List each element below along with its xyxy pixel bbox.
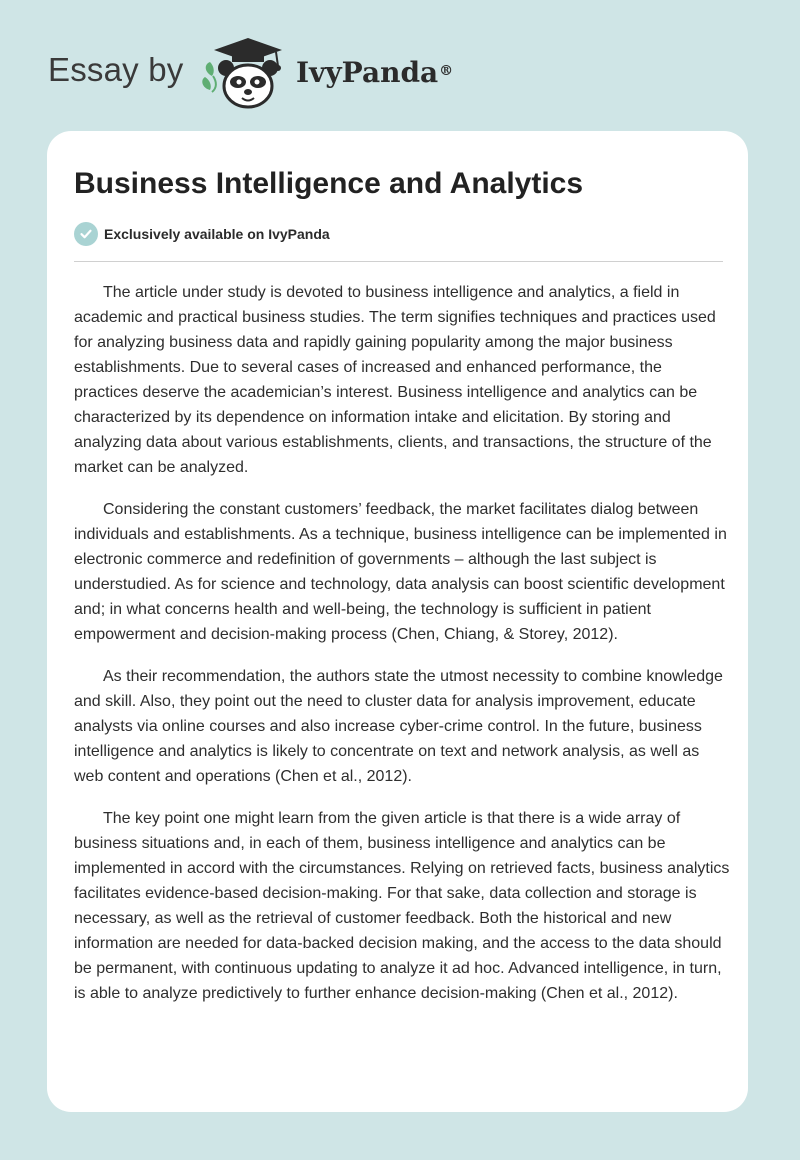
checkmark-icon (74, 222, 98, 246)
essay-body (74, 280, 730, 1023)
paragraph: The key point one might learn from the given article is that there is a wide array of business situations and, in each of them, business intelligence and analytics can be implemented in accord with the circumstances. Relying on retrieved facts, business analytics facilitates evidence-based decision-making. For that sake, data collection and storage is necessary, as well as the retrieval of customer feedback. Both the historical and new information are needed for data-backed decision making, and the access to the data should be permanent, with continuous updating to analyze it ad hoc. Advanced intelligence, in turn, is able to analyze predictively to further enhance decision-making (Chen et al., 2012). (74, 810, 730, 1002)
essay-card (47, 131, 748, 1112)
brand-name: IvyPanda (296, 56, 439, 89)
essay-by-label: Essay by (48, 51, 184, 88)
page-title: Business Intelligence and Analytics (74, 167, 584, 200)
ivypanda-logo[interactable] (198, 32, 294, 112)
title-divider (74, 261, 723, 262)
site-header (0, 0, 800, 130)
paragraph: Considering the constant customers’ feedback, the market facilitates dialog between individuals and establishments. As a technique, business intelligence can be implemented in electronic commerce and redefinition of governments – although the last subject is understudied. As for science and technology, data analysis can boost scientific development and; in what concerns health and well-being, the technology is sufficient in patient empowerment and decision-making process (Chen, Chiang, & Storey, 2012). (74, 501, 727, 643)
panda-graduate-icon (198, 32, 294, 112)
exclusive-badge (74, 222, 330, 246)
paragraph: The article under study is devoted to business intelligence and analytics, a field in academic and practical business studies. The term signifies techniques and practices used for analyzing business data and rapidly gaining popularity among the major business establishments. Due to several cases of increased and enhanced performance, the practices deserve the academician’s interest. Business intelligence and analytics can be characterized by its dependence on information intake and elicitation. By storing and analyzing data about various establishments, clients, and transactions, the structure of the market can be analyzed. (74, 284, 716, 476)
brand-wordmark[interactable] (296, 55, 453, 91)
paragraph: As their recommendation, the authors state the utmost necessity to combine knowledge and skill. Also, they point out the need to cluster data for analysis improvement, educate analysts via online courses and also increase cyber-crime control. In the future, business intelligence and analytics is likely to concentrate on text and network analysis, as well as web content and operations (Chen et al., 2012). (74, 668, 723, 785)
exclusive-badge-label: Exclusively available on IvyPanda (104, 226, 330, 242)
registered-mark: ® (439, 63, 454, 79)
